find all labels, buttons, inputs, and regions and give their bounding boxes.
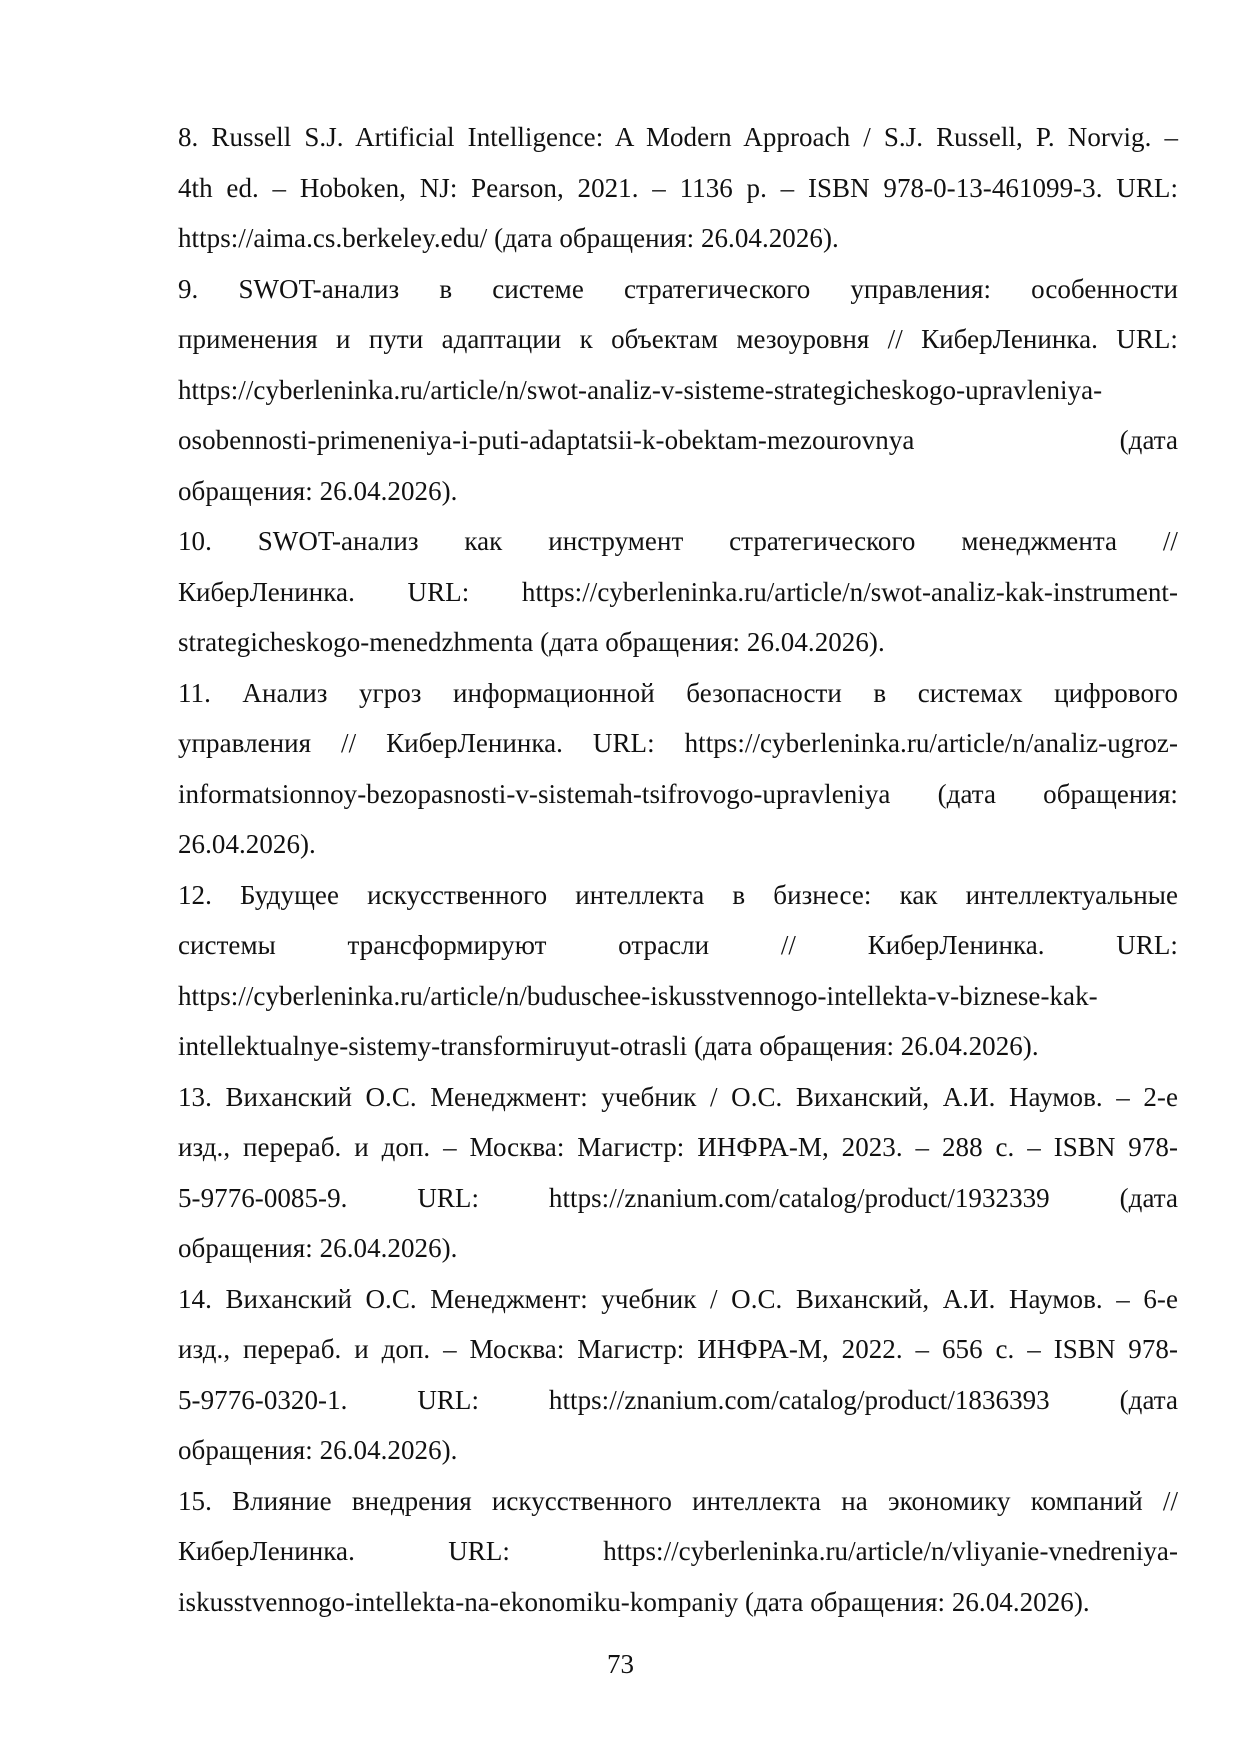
reference-line: управления // КиберЛенинка. URL: https://cyberleninka.ru/article/n/analiz-ugroz-: [178, 728, 1178, 758]
page-number: 73: [607, 1649, 634, 1679]
reference-line: обращения: 26.04.2026).: [178, 475, 458, 506]
reference-item-9: [178, 264, 1178, 517]
reference-item-12: [178, 870, 1178, 1072]
reference-item-10: [178, 516, 1178, 668]
reference-line: 26.04.2026).: [178, 829, 316, 859]
reference-line: обращения: 26.04.2026).: [178, 1233, 458, 1263]
reference-line: strategicheskogo-menedzhmenta (дата обращения: 26.04.2026).: [178, 627, 885, 657]
reference-line: 12. Будущее искусственного интеллекта в бизнесе: как интеллектуальные: [178, 879, 1178, 910]
reference-line: osobennosti-primeneniya-i-puti-adaptatsii-k-obektam-mezourovnya (дата: [178, 425, 1178, 455]
reference-line: intellektualnye-sistemy-transformiruyut-otrasli (дата обращения: 26.04.2026).: [178, 1031, 1039, 1061]
reference-line: informatsionnoy-bezopasnosti-v-sistemah-tsifrovogo-upravleniya (дата обращения:: [178, 778, 1178, 809]
reference-line: iskusstvennogo-intellekta-na-ekonomiku-kompaniy (дата обращения: 26.04.2026).: [178, 1586, 1090, 1617]
reference-line: КиберЛенинка. URL: https://cyberleninka.ru/article/n/vliyanie-vnedreniya-: [178, 1536, 1178, 1566]
reference-line: изд., перераб. и доп. – Москва: Магистр: ИНФРА-М, 2022. – 656 с. – ISBN 978-: [178, 1334, 1178, 1364]
reference-item-13: [178, 1072, 1178, 1274]
reference-line: применения и пути адаптации к объектам мезоуровня // КиберЛенинка. URL:: [178, 324, 1178, 354]
reference-line: 14. Виханский О.С. Менеджмент: учебник / О.С. Виханский, А.И. Наумов. – 6-е: [178, 1283, 1178, 1314]
reference-line: https://cyberleninka.ru/article/n/buduschee-iskusstvennogo-intellekta-v-biznese-kak-: [178, 980, 1098, 1011]
reference-item-14: [178, 1274, 1178, 1476]
reference-line: https://aima.cs.berkeley.edu/ (дата обращения: 26.04.2026).: [178, 223, 839, 253]
reference-line: https://cyberleninka.ru/article/n/swot-analiz-v-sisteme-strategicheskogo-upravleniya-: [178, 374, 1103, 405]
reference-line: обращения: 26.04.2026).: [178, 1435, 458, 1465]
reference-item-11: [178, 668, 1178, 870]
reference-line: 11. Анализ угроз информационной безопасности в системах цифрового: [178, 677, 1178, 708]
reference-line: 9. SWOT-анализ в системе стратегического управления: особенности: [178, 273, 1178, 304]
reference-line: изд., перераб. и доп. – Москва: Магистр: ИНФРА-М, 2023. – 288 с. – ISBN 978-: [178, 1132, 1178, 1162]
reference-line: 15. Влияние внедрения искусственного интеллекта на экономику компаний //: [178, 1485, 1178, 1516]
reference-line: 10. SWOT-анализ как инструмент стратегического менеджмента //: [178, 526, 1178, 556]
reference-line: 13. Виханский О.С. Менеджмент: учебник / О.С. Виханский, А.И. Наумов. – 2-е: [178, 1081, 1178, 1112]
reference-line: 5-9776-0320-1. URL: https://znanium.com/catalog/product/1836393 (дата: [178, 1384, 1178, 1415]
reference-line: КиберЛенинка. URL: https://cyberleninka.ru/article/n/swot-analiz-kak-instrument-: [178, 576, 1178, 607]
reference-line: 4th ed. – Hoboken, NJ: Pearson, 2021. – 1136 p. – ISBN 978-0-13-461099-3. URL:: [178, 172, 1178, 203]
reference-line: 5-9776-0085-9. URL: https://znanium.com/catalog/product/1932339 (дата: [178, 1182, 1178, 1213]
reference-line: системы трансформируют отрасли // КиберЛенинка. URL:: [178, 930, 1178, 960]
reference-item-15: [178, 1476, 1178, 1628]
reference-line: 8. Russell S.J. Artificial Intelligence: A Modern Approach / S.J. Russell, P. Norvig. –: [178, 122, 1178, 152]
reference-list: [178, 112, 1178, 1627]
reference-item-8: [178, 112, 1178, 264]
